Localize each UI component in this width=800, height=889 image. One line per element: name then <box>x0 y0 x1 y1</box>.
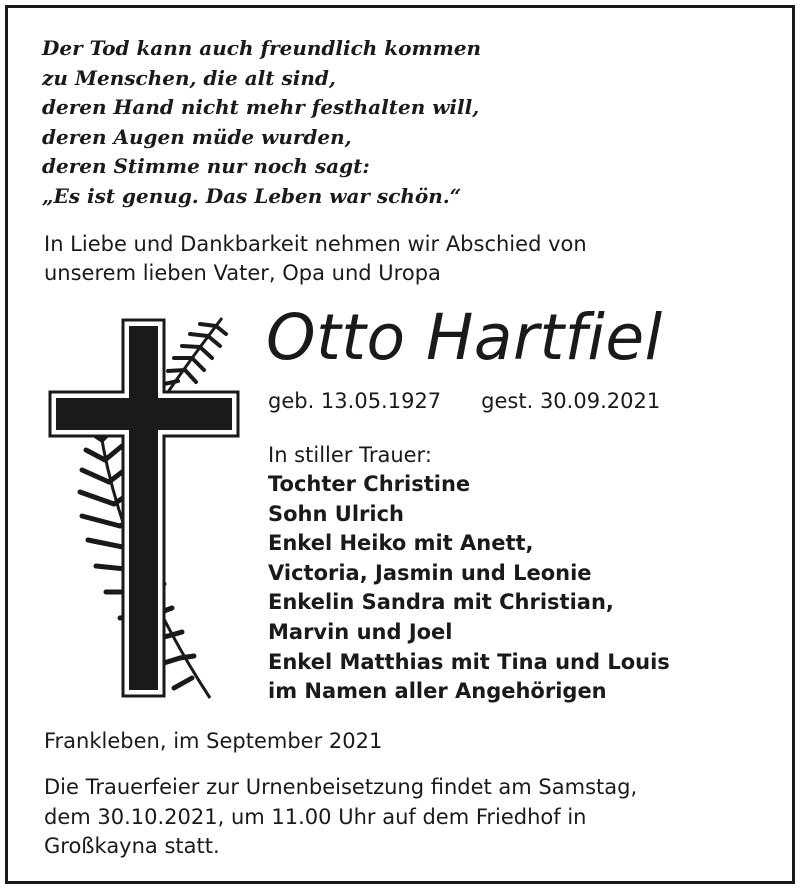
poem-line: deren Hand nicht mehr festhalten will, <box>42 95 480 119</box>
intro-line: In Liebe und Dankbarkeit nehmen wir Abschied von <box>44 232 587 256</box>
mourner-line: Sohn Ulrich <box>268 501 404 526</box>
deceased-name: Otto Hartfiel <box>266 301 663 374</box>
mourner-line: Marvin und Joel <box>268 619 453 644</box>
mourner-line: Enkel Heiko mit Anett, <box>268 531 534 556</box>
funeral-line: Großkayna statt. <box>44 834 220 858</box>
mourner-line: Enkelin Sandra mit Christian, <box>268 590 614 615</box>
mourner-line: Enkel Matthias mit Tina und Louis <box>268 649 670 674</box>
death-date: gest. 30.09.2021 <box>481 389 661 413</box>
cross-and-branch <box>40 300 260 710</box>
poem-line: zu Menschen, die alt sind, <box>42 65 336 90</box>
funeral-line: Die Trauerfeier zur Urnenbeisetzung findet am Samstag, <box>44 775 638 799</box>
cross-icon <box>50 320 238 696</box>
birth-date: geb. 13.05.1927 <box>268 389 442 413</box>
mourning-label: In stiller Trauer: <box>268 443 432 467</box>
place-and-date: Frankleben, im September 2021 <box>44 729 383 753</box>
poem <box>42 34 481 211</box>
funeral-line: dem 30.10.2021, um 11.00 Uhr auf dem Friedhof in <box>44 804 587 829</box>
poem-line: deren Stimme nur noch sagt: <box>42 154 370 178</box>
poem-line: Der Tod kann auch freundlich kommen <box>42 36 482 60</box>
mourners-list <box>268 470 670 707</box>
poem-line: deren Augen müde wurden, <box>42 124 352 149</box>
funeral-info <box>44 773 637 862</box>
life-dates <box>268 386 660 416</box>
mourner-line: im Namen aller Angehörigen <box>268 679 607 704</box>
mourner-line: Tochter Christine <box>268 472 471 496</box>
poem-line: „Es ist genug. Das Leben war schön.“ <box>42 183 462 208</box>
intro-text <box>44 230 587 288</box>
mourner-line: Victoria, Jasmin und Leonie <box>268 560 592 585</box>
intro-line: unserem lieben Vater, Opa und Uropa <box>44 261 441 285</box>
